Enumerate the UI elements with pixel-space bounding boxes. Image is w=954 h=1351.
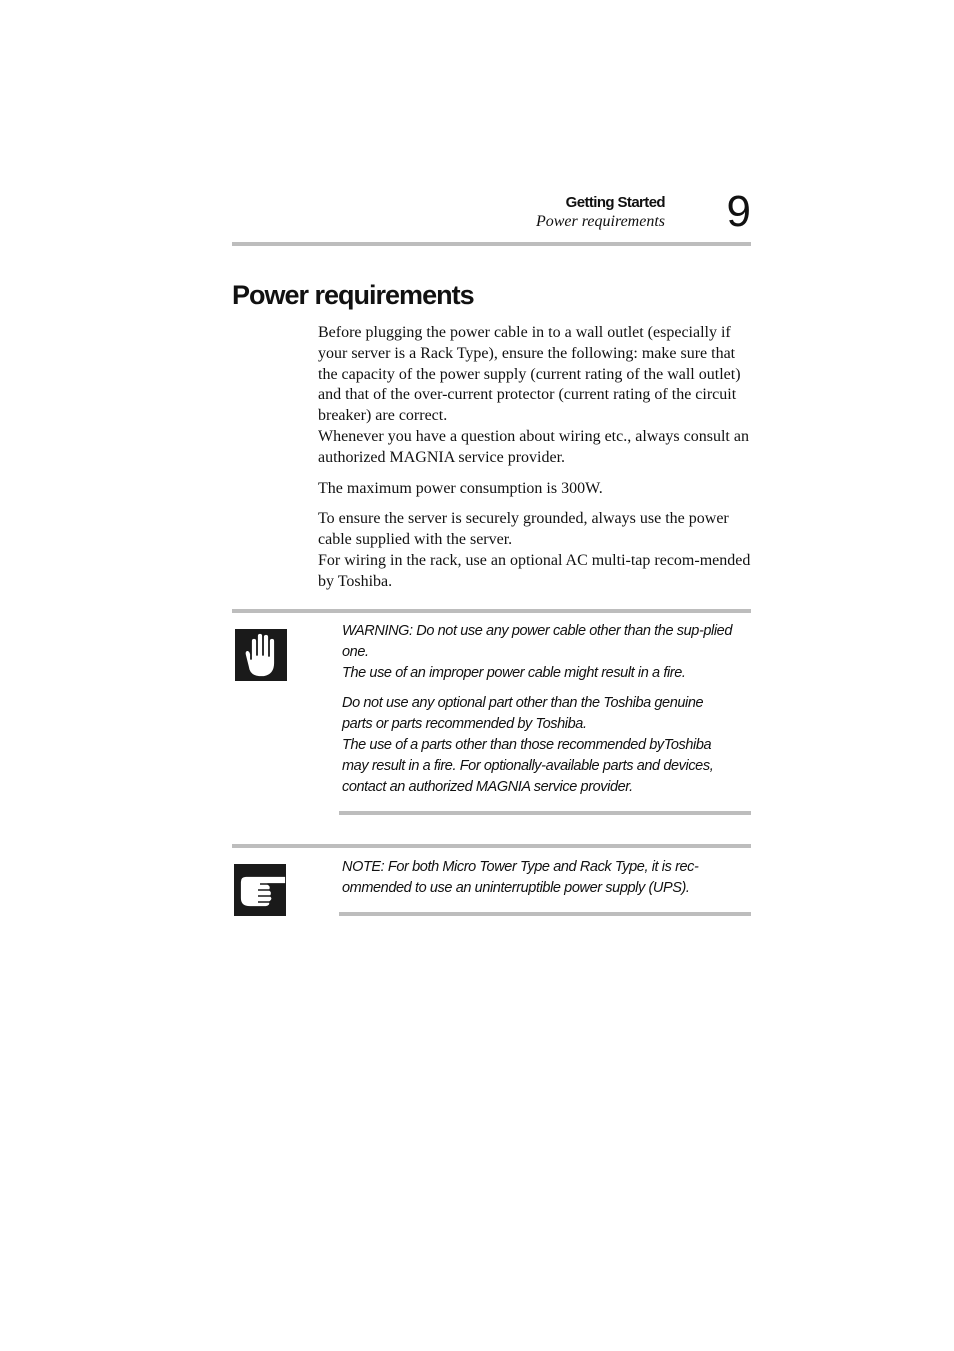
body-text (318, 323, 754, 603)
body-paragraph-consumption: The maximum power consumption is 300W. (318, 479, 603, 497)
body-line-consult: Whenever you have a question about wiring etc., always consult an authorized MAGNIA service provider. (318, 427, 749, 466)
warning-paragraph-2 (342, 693, 732, 798)
body-line-rack-wiring: For wiring in the rack, use an optional AC multi-tap recom-mended by Toshiba. (318, 551, 751, 590)
warning-line-4: The use of a parts other than those recommended byToshiba may result in a fire. For optionally-available parts and devices, contact an authorized MAGNIA service provider. (342, 737, 714, 795)
header-section-title: Getting Started (565, 194, 665, 211)
stop-hand-icon (235, 629, 287, 681)
page-title: Power requirements (232, 280, 474, 310)
warning-paragraph-1 (342, 621, 732, 684)
header-subsection-title: Power requirements (535, 213, 665, 230)
body-paragraph-capacity (318, 323, 754, 469)
pointing-hand-icon (234, 864, 286, 916)
note-text: NOTE: For both Micro Tower Type and Rack Type, it is rec-ommended to use an uninterruptible power supply (UPS). (342, 859, 699, 896)
warning-line-3: Do not use any optional part other than the Toshiba genuine parts or parts recommended by Toshiba. (342, 695, 704, 732)
body-line-grounding: To ensure the server is securely grounded, always use the power cable supplied with the server. (318, 510, 729, 549)
page-number: 9 (726, 187, 751, 236)
note-box-top-rule (232, 844, 751, 848)
note-box-bottom-rule (339, 912, 751, 916)
body-line-capacity: Before plugging the power cable in to a wall outlet (especially if your server is a Rack Type), ensure the following: make sure that the capacity of the power supply (current rating of the wall outlet) and that of the over-current protector (current rating of the circuit breaker) are correct. (318, 324, 741, 425)
body-paragraph-grounding (318, 509, 754, 592)
warning-text (342, 621, 732, 807)
warning-line-1: WARNING: Do not use any power cable other than the sup-plied one. (342, 623, 733, 660)
header-text (536, 194, 665, 232)
warning-box-bottom-rule (339, 811, 751, 815)
warning-line-2: The use of an improper power cable might result in a fire. (342, 665, 686, 681)
warning-box-top-rule (232, 609, 751, 613)
header-divider (232, 242, 751, 246)
running-header (232, 187, 751, 250)
